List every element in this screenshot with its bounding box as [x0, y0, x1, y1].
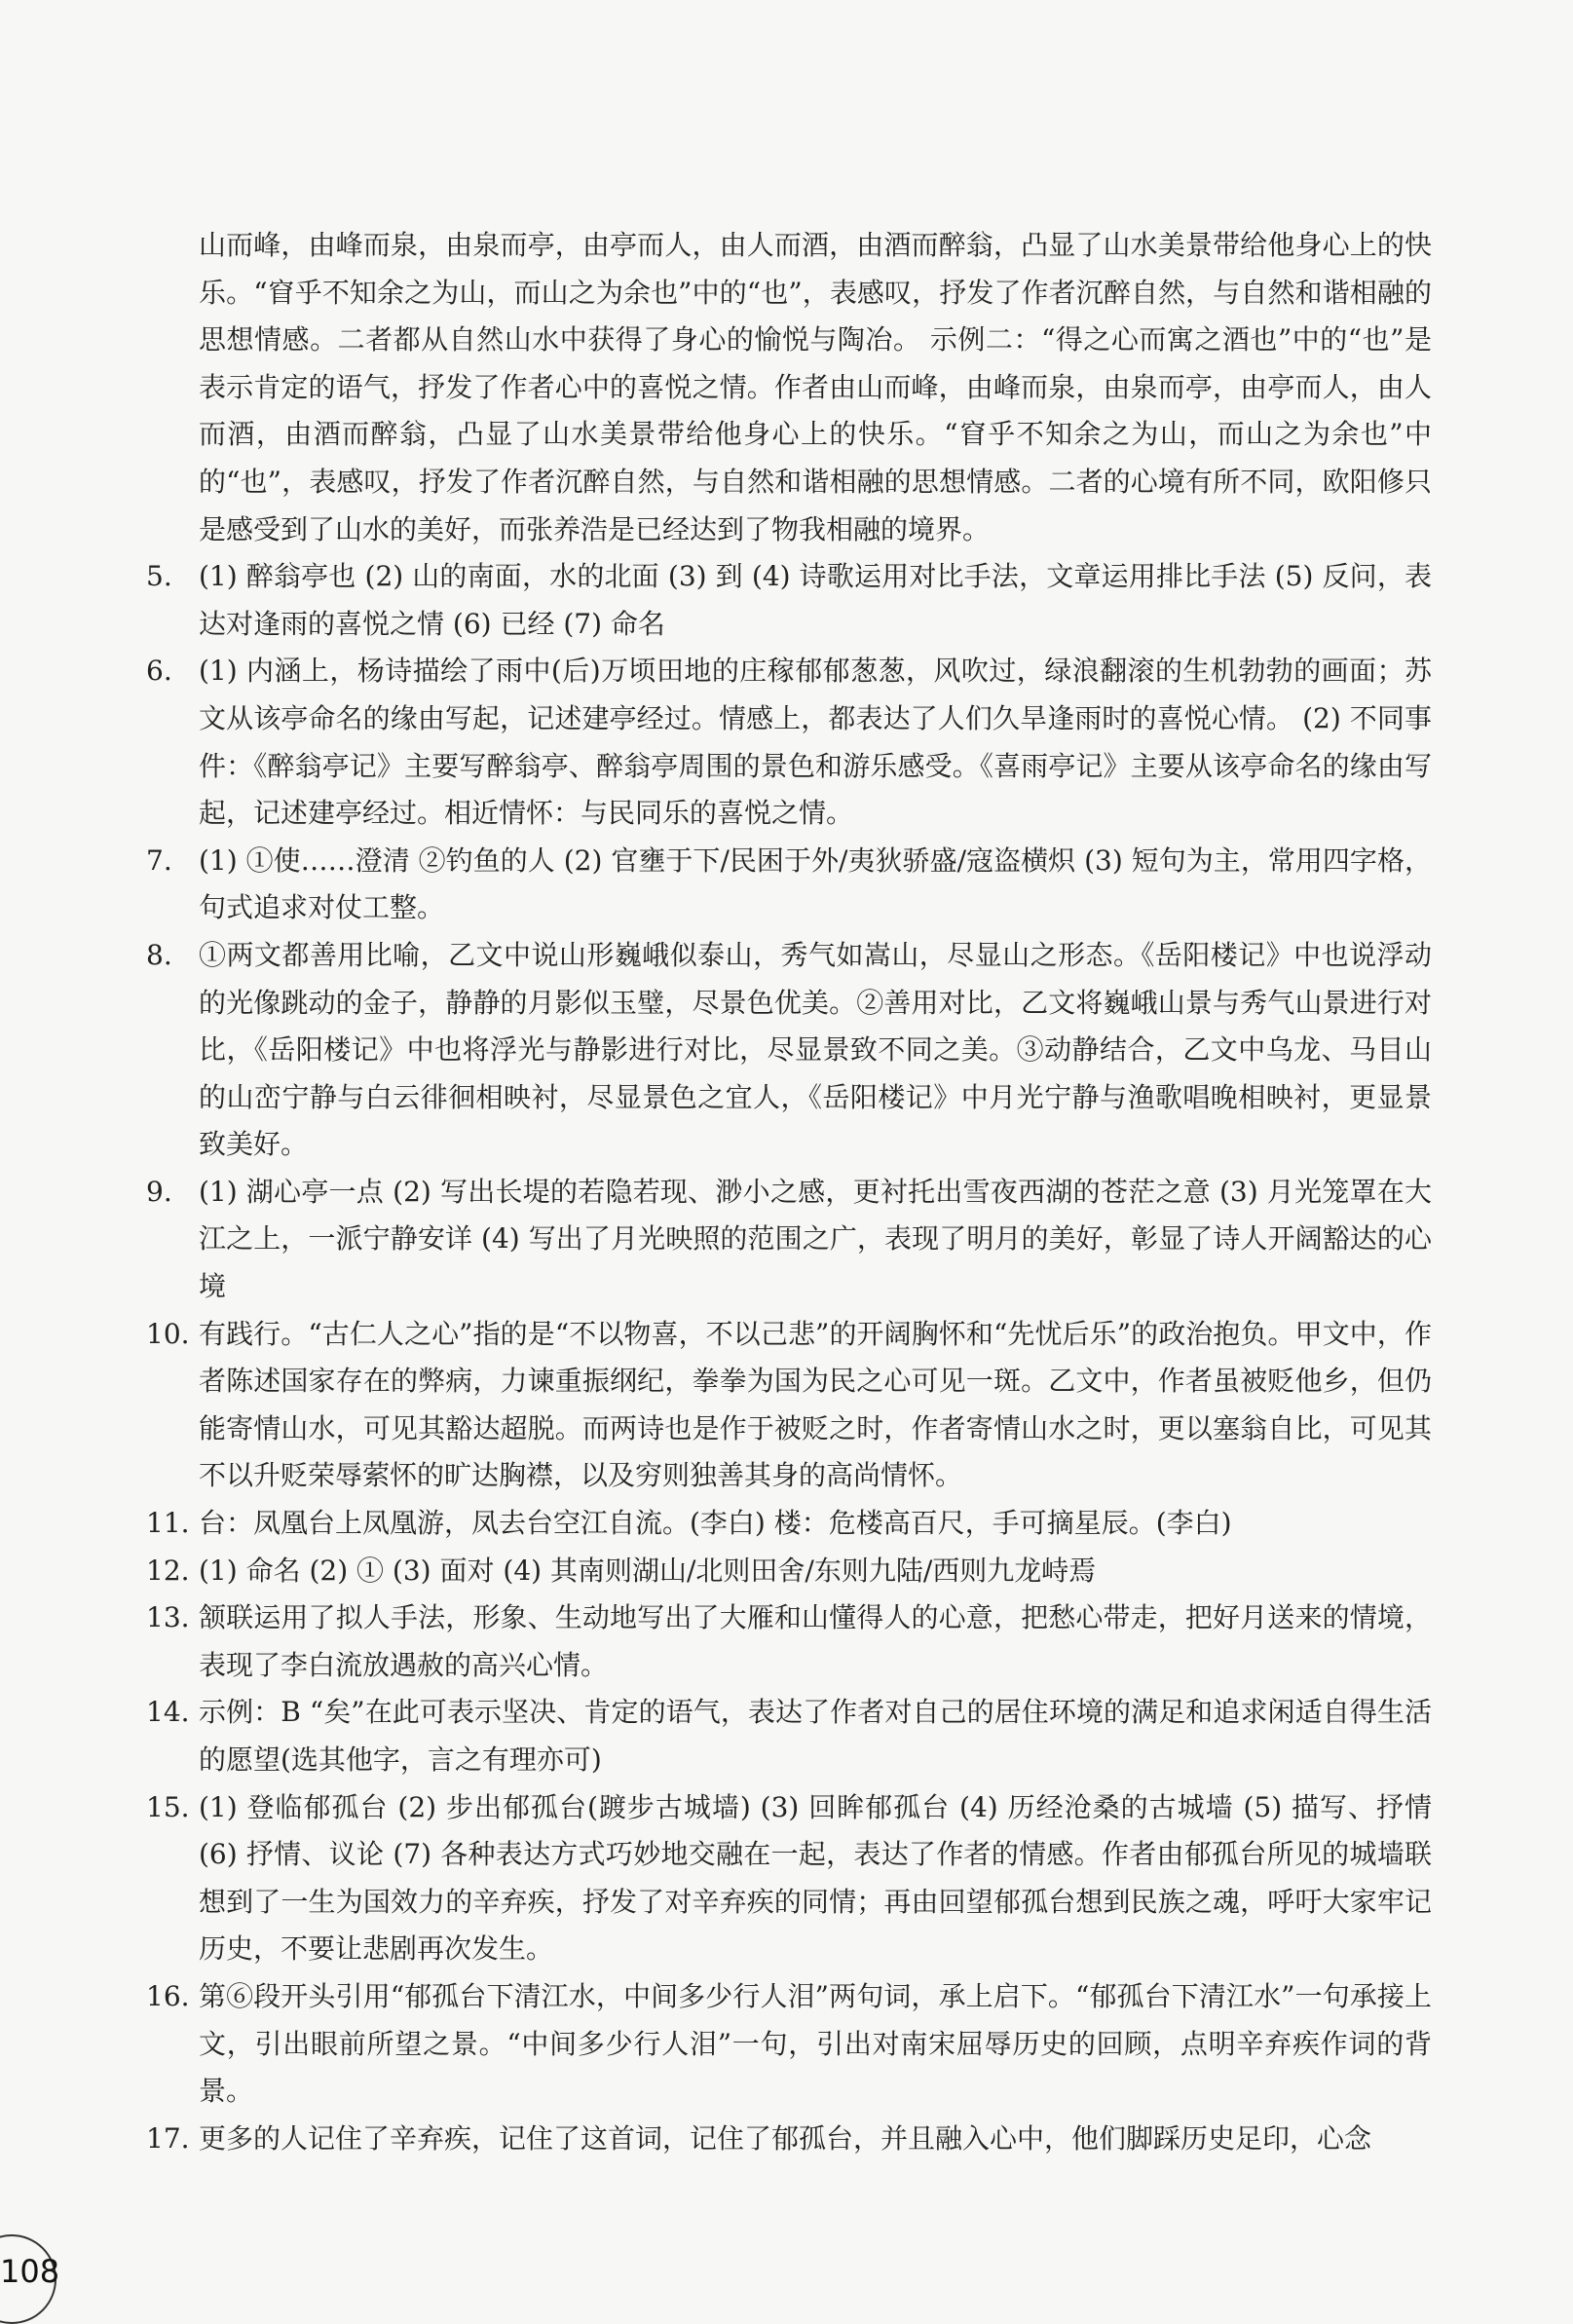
answer-list: [146, 222, 1432, 2162]
answer-number: 9.: [146, 1175, 172, 1208]
answer-number: 12.: [146, 1554, 190, 1587]
answer-item-13: [146, 1594, 1432, 1689]
continued-paragraph: 山而峰，由峰而泉，由泉而亭，由亭而人，由人而酒，由酒而醉翁，凸显了山水美景带给他身心上的快乐。“窅乎不知余之为山，而山之为余也”中的“也”，表感叹，抒发了作者沉醉自然，与自然和谐相融的思想情感。二者都从自然山水中获得了身心的愉悦与陶冶。 示例二：“得之心而寓之酒也”中的“也”是表示肯定的语气，抒发了作者心中的喜悦之情。作者由山而峰，由峰而泉，由泉而亭，由亭而人，由人而酒，由酒而醉翁，凸显了山水美景带给他身心上的快乐。“窅乎不知余之为山，而山之为余也”中的“也”，表感叹，抒发了作者沉醉自然，与自然和谐相融的思想情感。二者的心境有所不同，欧阳修只是感受到了山水的美好，而张养浩是已经达到了物我相融的境界。: [199, 229, 1432, 545]
answer-item-5: [146, 553, 1432, 648]
answer-item-7: [146, 838, 1432, 932]
answer-number: 13.: [146, 1601, 190, 1634]
answer-number: 16.: [146, 1979, 190, 2012]
answer-item-6: [146, 648, 1432, 837]
answer-text: (1) ①使……澄清 ②钓鱼的人 (2) 官壅于下/民困于外/夷狄骄盛/寇盗横炽 (3) 短句为主，常用四字格，句式追求对仗工整。: [199, 843, 1432, 924]
answer-text: (1) 醉翁亭也 (2) 山的南面，水的北面 (3) 到 (4) 诗歌运用对比手法，文章运用排比手法 (5) 反问，表达对逢雨的喜悦之情 (6) 已经 (7) 命名: [199, 560, 1432, 640]
answer-number: 8.: [146, 938, 172, 971]
answer-item-14: [146, 1689, 1432, 1783]
answer-item-12: [146, 1548, 1432, 1595]
answer-item-9: [146, 1169, 1432, 1311]
answer-text: (1) 命名 (2) ① (3) 面对 (4) 其南则湖山/北则田舍/东则九陆/西则九龙峙焉: [199, 1554, 1097, 1587]
answer-item-16: [146, 1973, 1432, 2116]
answer-number: 7.: [146, 843, 172, 877]
answer-number: 5.: [146, 560, 172, 593]
answer-text: 更多的人记住了辛弃疾，记住了这首词，记住了郁孤台，并且融入心中，他们脚踩历史足印，心念: [199, 2121, 1372, 2155]
answer-text: (1) 内涵上，杨诗描绘了雨中(后)万顷田地的庄稼郁郁葱葱，风吹过，绿浪翻滚的生机勃勃的画面；苏文从该亭命名的缘由写起，记述建亭经过。情感上，都表达了人们久旱逢雨时的喜悦心情。 (2) 不同事件：《醉翁亭记》主要写醉翁亭、醉翁亭周围的景色和游乐感受。《喜雨亭记》主要从该亭命名的缘由写起，记述建亭经过。相近情怀：与民同乐的喜悦之情。: [199, 655, 1432, 830]
answer-text: 有践行。“古仁人之心”指的是“不以物喜，不以己悲”的开阔胸怀和“先忧后乐”的政治抱负。甲文中，作者陈述国家存在的弊病，力谏重振纲纪，拳拳为国为民之心可见一斑。乙文中，作者虽被贬他乡，但仍能寄情山水，可见其豁达超脱。而两诗也是作于被贬之时，作者寄情山水之时，更以塞翁自比，可见其不以升贬荣辱萦怀的旷达胸襟，以及穷则独善其身的高尚情怀。: [199, 1317, 1432, 1492]
answer-number: 11.: [146, 1507, 190, 1540]
answer-item-11: [146, 1500, 1432, 1548]
answer-number: 17.: [146, 2121, 190, 2155]
answer-item-10: [146, 1311, 1432, 1500]
answer-number: 15.: [146, 1790, 190, 1823]
answer-text: ①两文都善用比喻，乙文中说山形巍峨似泰山，秀气如嵩山，尽显山之形态。《岳阳楼记》中也说浮动的光像跳动的金子，静静的月影似玉璧，尽景色优美。②善用对比，乙文将巍峨山景与秀气山景进行对比，《岳阳楼记》中也将浮光与静影进行对比，尽显景致不同之美。③动静结合，乙文中乌龙、马目山的山峦宁静与白云徘徊相映衬，尽显景色之宜人，《岳阳楼记》中月光宁静与渔歌唱晚相映衬，更显景致美好。: [199, 938, 1432, 1161]
answer-text: (1) 登临郁孤台 (2) 步出郁孤台(踱步古城墙) (3) 回眸郁孤台 (4) 历经沧桑的古城墙 (5) 描写、抒情 (6) 抒情、议论 (7) 各种表达方式巧妙地交融在一起，表达了作者的情感。作者由郁孤台所见的城墙联想到了一生为国效力的辛弃疾，抒发了对辛弃疾的同情；再由回望郁孤台想到民族之魂，呼吁大家牢记历史，不要让悲剧再次发生。: [199, 1790, 1432, 1966]
answer-item-17: [146, 2116, 1432, 2163]
answer-text: (1) 湖心亭一点 (2) 写出长堤的若隐若现、渺小之感，更衬托出雪夜西湖的苍茫之意 (3) 月光笼罩在大江之上，一派宁静安详 (4) 写出了月光映照的范围之广，表现了明月的美好，彰显了诗人开阔豁达的心境: [199, 1175, 1432, 1303]
answer-number: 6.: [146, 655, 172, 688]
answer-item-15: [146, 1784, 1432, 1973]
answer-number: 14.: [146, 1696, 190, 1729]
answer-text: 第⑥段开头引用“郁孤台下清江水，中间多少行人泪”两句词，承上启下。“郁孤台下清江水”一句承接上文，引出眼前所望之景。“中间多少行人泪”一句，引出对南宋屈辱历史的回顾，点明辛弃疾作词的背景。: [199, 1979, 1432, 2108]
answer-item-8: [146, 932, 1432, 1169]
answer-text: 示例：B “矣”在此可表示坚决、肯定的语气，表达了作者对自己的居住环境的满足和追求闲适自得生活的愿望(选其他字，言之有理亦可): [199, 1696, 1432, 1776]
answer-text: 台：凤凰台上凤凰游，凤去台空江自流。(李白) 楼：危楼高百尺，手可摘星辰。(李白): [199, 1507, 1232, 1540]
answer-number: 10.: [146, 1317, 190, 1350]
page-number: 108: [0, 2253, 60, 2290]
answer-text: 颔联运用了拟人手法，形象、生动地写出了大雁和山懂得人的心意，把愁心带走，把好月送来的情境，表现了李白流放遇赦的高兴心情。: [199, 1601, 1432, 1681]
